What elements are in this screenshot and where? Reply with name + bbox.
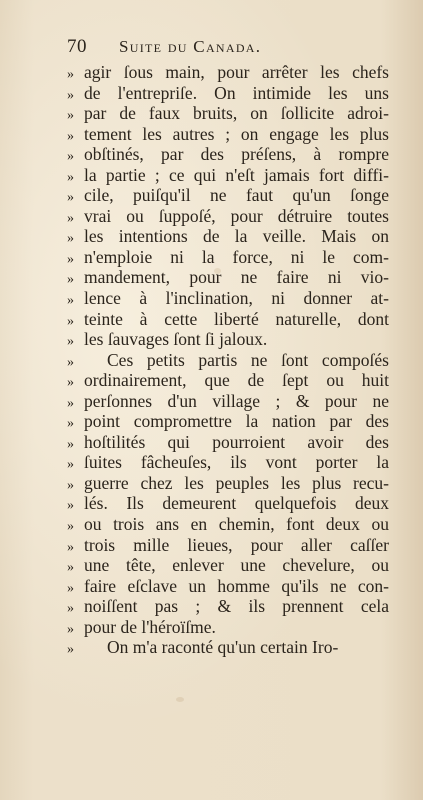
quote-mark: » [67, 293, 73, 309]
quote-mark: » [67, 251, 73, 267]
quote-mark: » [67, 416, 73, 432]
line-text: hoſtilités qui pourroient avoir des [84, 431, 389, 452]
quote-mark: » [67, 272, 73, 288]
text-line [67, 103, 389, 124]
quote-mark: » [67, 539, 73, 555]
text-line [67, 144, 389, 165]
line-text: guerre chez les peuples les plus recu- [84, 472, 389, 493]
quote-mark: » [67, 210, 73, 226]
line-text: Ces petits partis ne ſont compoſés [107, 349, 389, 370]
line-text: par de faux bruits, on ſollicite adroi- [84, 103, 389, 124]
text-line [67, 226, 389, 247]
quote-mark: » [67, 498, 73, 514]
line-text: tement les autres ; on engage les plus [84, 123, 389, 144]
quote-mark: » [67, 519, 73, 535]
quote-mark: » [67, 457, 73, 473]
quote-mark: » [67, 169, 73, 185]
text-line [67, 124, 389, 145]
line-text: teinte à cette liberté naturelle, dont [84, 308, 389, 329]
line-text: obſtinés, par des préſens, à rompre [84, 144, 389, 165]
line-text: n'emploie ni la force, ni le com- [84, 246, 389, 267]
paper-foxing-spot [176, 697, 184, 702]
text-line [67, 83, 389, 104]
line-text: agir ſous main, pour arrêter les chefs [84, 62, 389, 82]
body-text [67, 62, 389, 658]
quote-mark: » [67, 436, 73, 452]
text-line [67, 329, 389, 350]
quote-mark: » [67, 580, 73, 596]
line-text: mandement, pour ne faire ni vio- [84, 267, 389, 288]
line-text: vrai ou ſuppoſé, pour détruire toutes [84, 205, 389, 226]
quote-mark: » [67, 67, 73, 82]
quote-mark: » [67, 395, 73, 411]
text-line [67, 452, 389, 473]
quote-mark: » [67, 334, 73, 350]
line-text: la partie ; ce qui n'eſt jamais fort diffi- [84, 164, 389, 185]
text-line [67, 247, 389, 268]
line-text: les ſauvages ſont ſi jaloux. [84, 329, 268, 350]
text-line [67, 473, 389, 494]
quote-mark: » [67, 313, 73, 329]
text-line [67, 391, 389, 412]
text-line [67, 432, 389, 453]
running-head: Suite du Canada. [119, 37, 262, 56]
quote-mark: » [67, 231, 73, 247]
text-line [67, 411, 389, 432]
text-line [67, 309, 389, 330]
quote-mark: » [67, 560, 73, 576]
text-line [67, 185, 389, 206]
text-line [67, 576, 389, 597]
text-line [67, 493, 389, 514]
text-line [67, 596, 389, 617]
quote-mark: » [67, 108, 73, 124]
line-text: perſonnes d'un village ; & pour ne [84, 390, 389, 411]
line-text: de l'entrepriſe. On intimide les uns [84, 82, 389, 103]
page-header [67, 36, 329, 60]
line-text: ou trois ans en chemin, font deux ou [84, 514, 389, 535]
line-text: trois mille lieues, pour aller caſſer [84, 534, 389, 555]
line-text: une tête, enlever une chevelure, ou [84, 555, 389, 576]
line-text: les intentions de la veille. Mais on [84, 226, 389, 247]
quote-mark: » [67, 375, 73, 391]
text-line [67, 370, 389, 391]
line-text: ordinairement, que de ſept ou huit [84, 370, 389, 391]
line-text: faire eſclave un homme qu'ils ne con- [84, 575, 389, 596]
quote-mark: » [67, 149, 73, 165]
quote-mark: » [67, 621, 73, 637]
line-text: pour de l'héroïſme. [84, 616, 216, 637]
text-line [67, 555, 389, 576]
text-line [67, 288, 389, 309]
text-line [67, 350, 389, 371]
quote-mark: » [67, 601, 73, 617]
text-line [67, 206, 389, 227]
text-line [67, 535, 389, 556]
line-text: lés. Ils demeurent quelquefois deux [84, 493, 389, 514]
line-text: lence à l'inclination, ni donner at- [84, 288, 389, 309]
quote-mark: » [67, 354, 73, 370]
page-number: 70 [67, 36, 87, 57]
text-line [67, 62, 389, 83]
line-text: noiſſent pas ; & ils prennent cela [84, 596, 389, 617]
line-text: ſuites fâcheuſes, ils vont porter la [84, 452, 389, 473]
line-text: cile, puiſqu'il ne faut qu'un ſonge [84, 185, 389, 206]
quote-mark: » [67, 190, 73, 206]
quote-mark: » [67, 642, 73, 658]
quote-mark: » [67, 87, 73, 103]
text-line [67, 617, 389, 638]
text-line [67, 514, 389, 535]
line-text: On m'a raconté qu'un certain Iro- [107, 637, 339, 658]
quote-mark: » [67, 477, 73, 493]
text-line [67, 637, 389, 658]
line-text: point compromettre la nation par des [84, 411, 389, 432]
text-line [67, 165, 389, 186]
quote-mark: » [67, 128, 73, 144]
text-line [67, 267, 389, 288]
